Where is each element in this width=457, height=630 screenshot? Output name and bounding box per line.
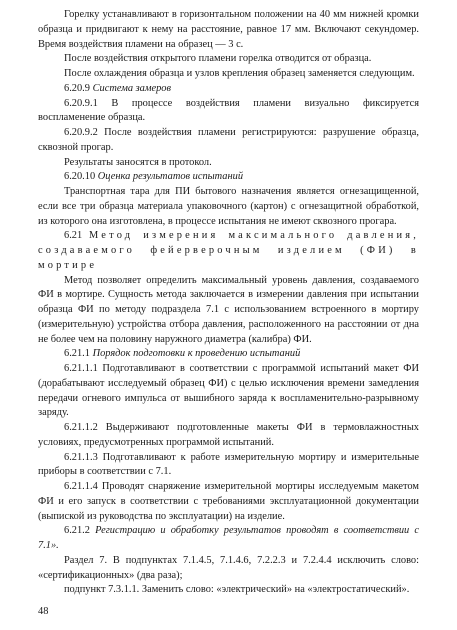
section-title: Метод измерения максимального давления, создаваемого фейерверочным изделием (ФИ) в мортире <box>38 230 419 271</box>
section-heading <box>38 82 419 97</box>
paragraph-text: 6.20.9.2 После воздействия пламени регистрируются: разрушение образца, сквозной прогар. <box>38 127 419 153</box>
paragraph <box>38 156 419 171</box>
paragraph <box>38 554 419 584</box>
paragraph-text: 6.21.1.3 Подготавливают к работе измерительную мортиру и измерительные приборы в соответствии с 7.1. <box>38 451 419 478</box>
paragraph <box>38 52 419 67</box>
section-number: 6.21.1 <box>64 348 90 360</box>
section-number: 6.21.2 <box>64 525 90 537</box>
paragraph <box>38 185 419 229</box>
section-heading <box>38 229 419 273</box>
section-heading <box>38 347 419 362</box>
section-number: 6.21 <box>64 230 83 242</box>
section-title: Порядок подготовки к проведению испытаний <box>92 348 301 360</box>
section-heading <box>38 170 419 185</box>
paragraph <box>38 67 419 82</box>
paragraph-text: подпункт 7.3.1.1. Заменить слово: «электрический» на «электростатический». <box>64 584 410 596</box>
section-number: 6.20.10 <box>64 171 96 183</box>
paragraph-text: 6.21.1.1 Подготавливают в соответствии с программой испытаний макет ФИ (дорабатывают исследуемый образец ФИ) с целью исключения времени замедления передачи огневого импульса от вышибного заряда к воспламенительно-разрывному заряду. <box>38 363 419 419</box>
section-title: Система замеров <box>92 82 172 94</box>
paragraph <box>38 451 419 481</box>
paragraph-text: Метод позволяет определить максимальный уровень давления, создаваемого ФИ в мортире. Сущность метода заключается в измерении давления при испытании образца ФИ по методу подраздела 7.1 с использованием встроенного в мортиру (измерительную) устройства отбора давления, расположенного на расстоянии от дна не более чем на половину наружного диаметра (калибра) ФИ. <box>38 274 419 345</box>
page-number: 48 <box>38 606 49 617</box>
paragraph <box>38 274 419 348</box>
document-page <box>38 8 419 598</box>
paragraph-text: После охлаждения образца и узлов крепления образец заменяется следующим. <box>64 68 415 79</box>
section-title: Регистрацию и обработку результатов проводят в соответствии с 7.1». <box>38 525 419 551</box>
paragraph <box>38 421 419 451</box>
paragraph-text: 6.20.9.1 В процессе воздействия пламени визуально фиксируется воспламенение образца. <box>38 97 419 124</box>
paragraph <box>38 480 419 524</box>
paragraph <box>38 583 419 598</box>
section-heading <box>38 524 419 554</box>
paragraph-text: После воздействия открытого пламени горелка отводится от образца. <box>64 53 372 65</box>
paragraph-text: Транспортная тара для ПИ бытового назначения является огнезащищенной, если все три образца материала упаковочного (картон) с огнезащитной обработкой, из которого она изготовлена, в процессе испытания не имеют сквозного прогара. <box>38 186 419 227</box>
section-number: 6.20.9 <box>64 82 90 94</box>
paragraph-text: Раздел 7. В подпунктах 7.1.4.5, 7.1.4.6, 7.2.2.3 и 7.2.4.4 исключить слово: «сертификационных» (два раза); <box>38 554 419 581</box>
section-title: Оценка результатов испытаний <box>97 171 244 183</box>
paragraph <box>38 126 419 156</box>
paragraph-text: Горелку устанавливают в горизонтальном положении на 40 мм нижней кромки образца и придвигают к нему на расстояние, равное 17 мм. Включают секундомер. Время воздействия пламени на образец — 3 с. <box>38 9 419 50</box>
paragraph-text: 6.21.1.2 Выдерживают подготовленные макеты ФИ в термовлажностных условиях, предусмотренных программой испытаний. <box>38 422 419 448</box>
paragraph-text: 6.21.1.4 Проводят снаряжение измерительной мортиры исследуемым макетом ФИ и его запуск в соответствии с требованиями эксплуатационной документации (выпиской из руководства по эксплуатации) на изделие. <box>38 481 419 522</box>
paragraph-text: Результаты заносятся в протокол. <box>64 156 212 168</box>
paragraph <box>38 362 419 421</box>
paragraph <box>38 8 419 52</box>
paragraph <box>38 97 419 127</box>
